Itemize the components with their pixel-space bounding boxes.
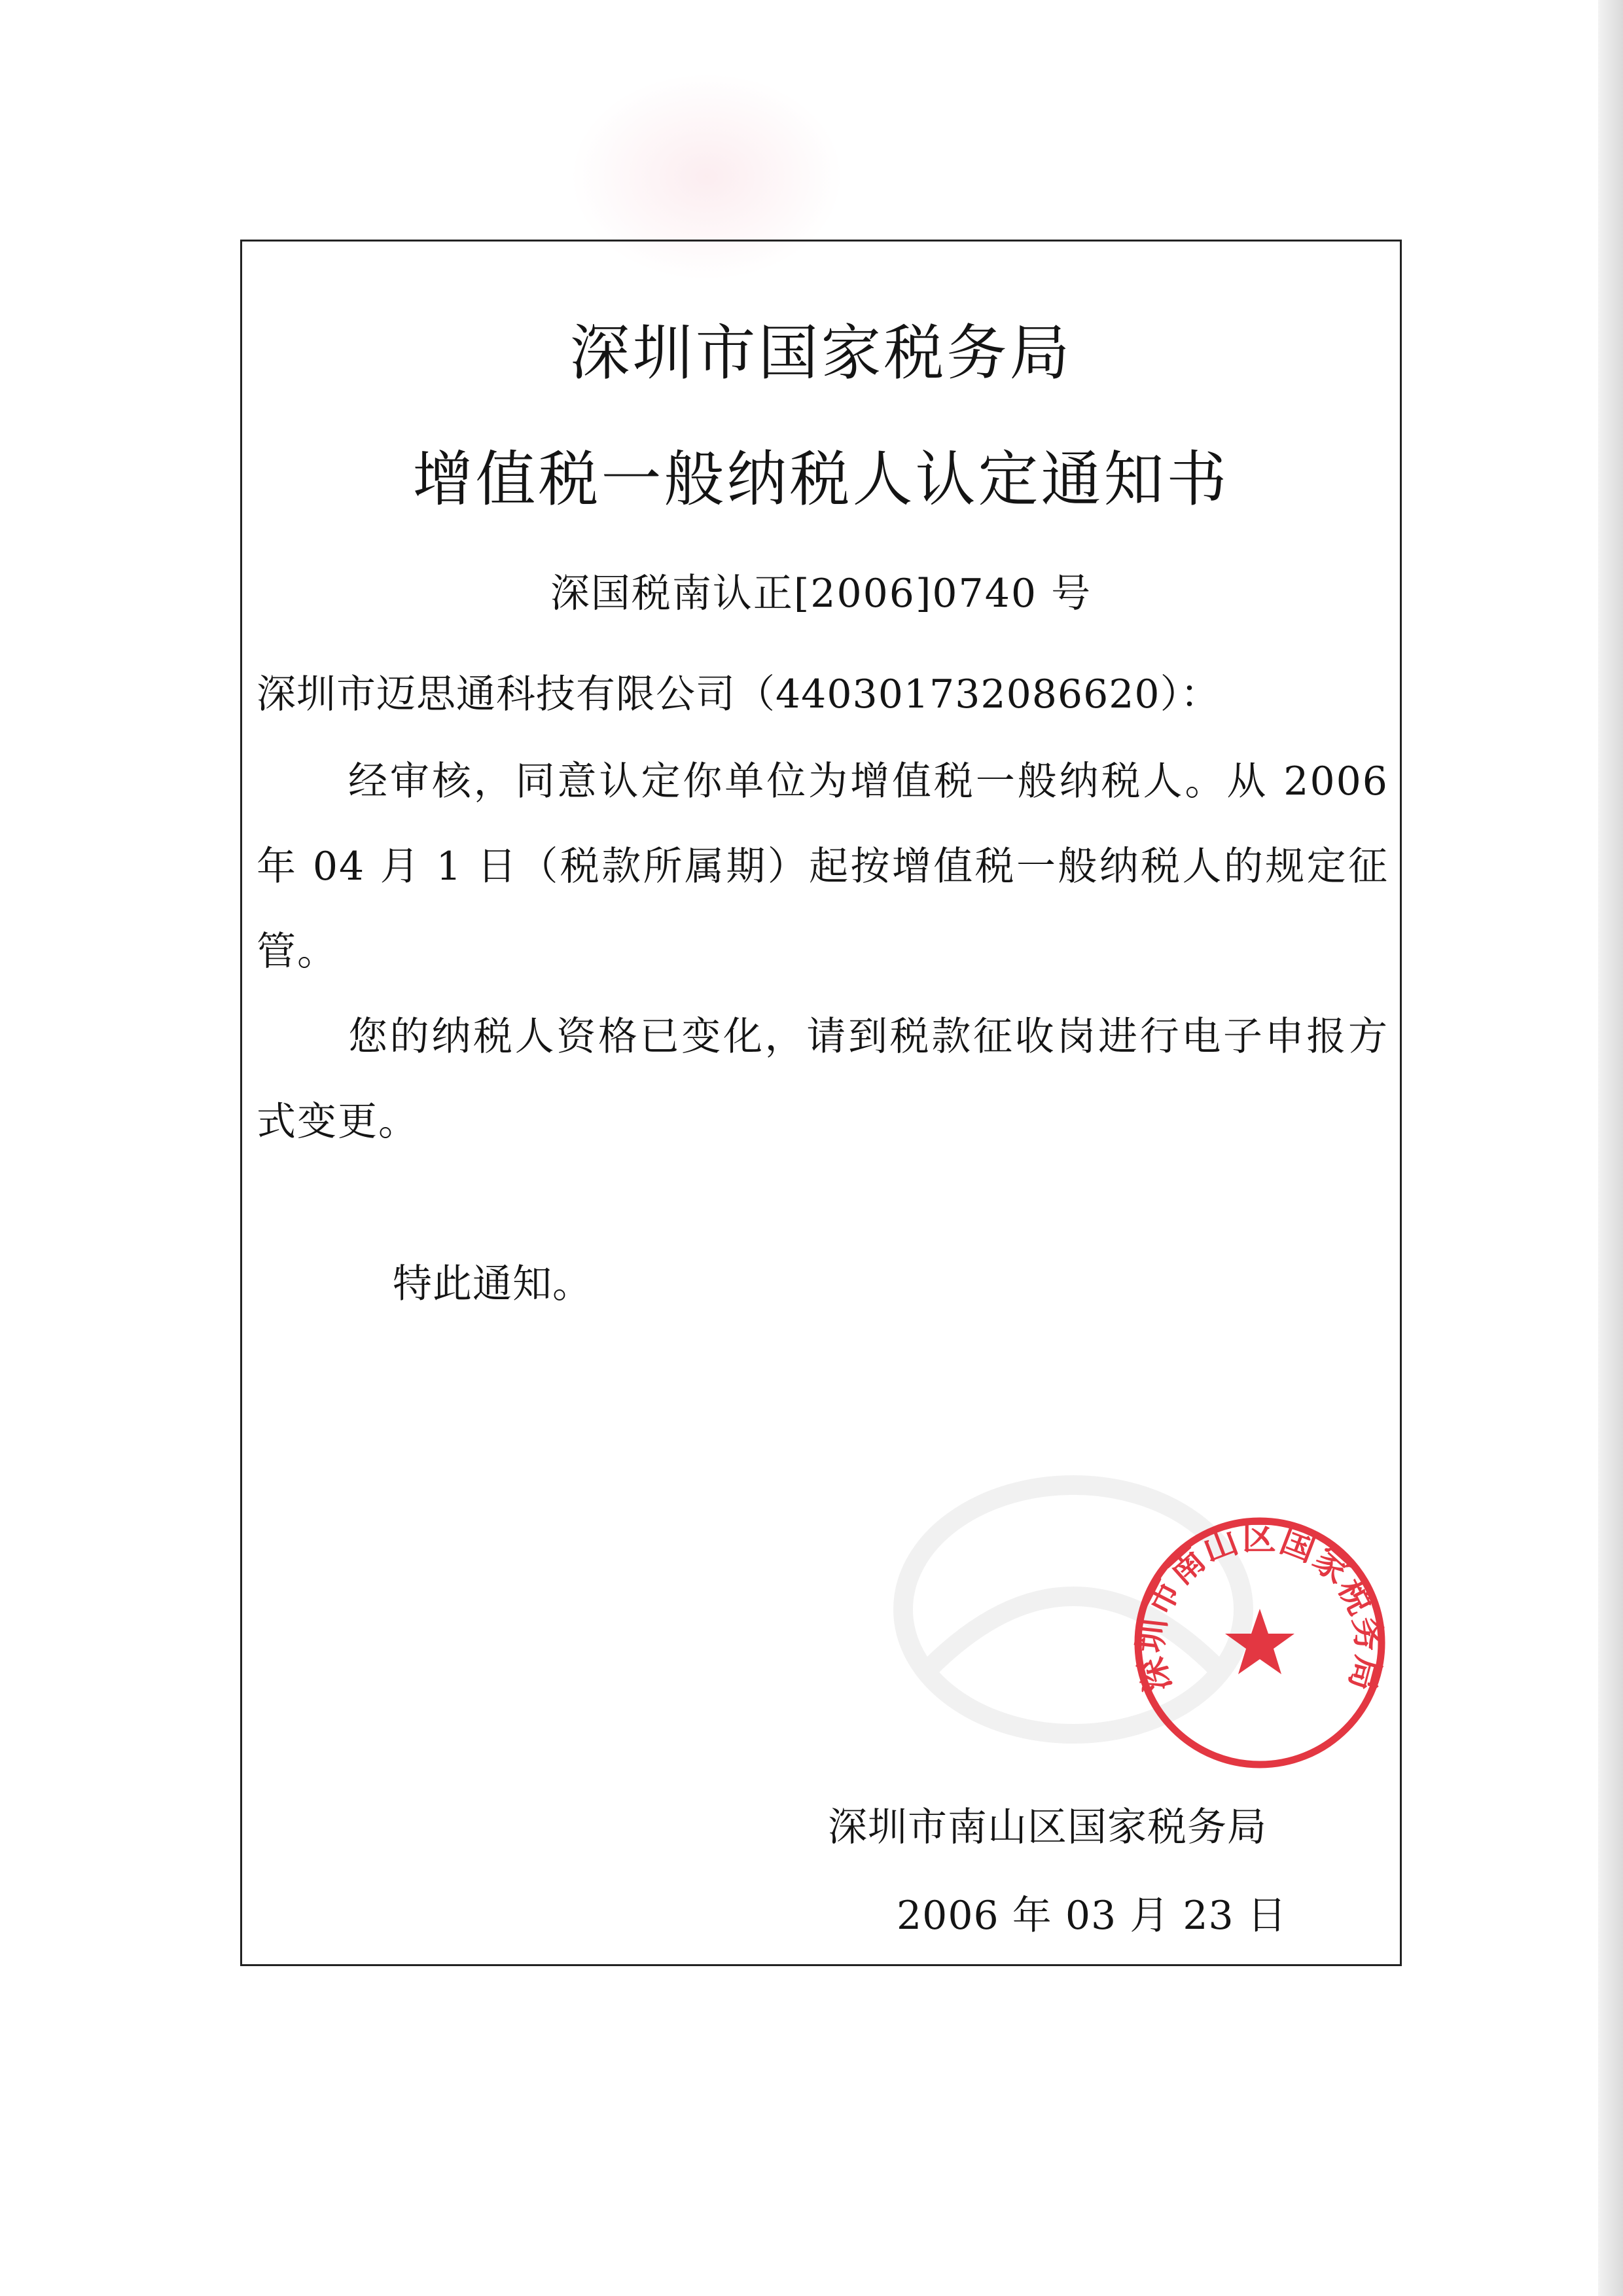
seal-star-icon <box>1225 1609 1294 1674</box>
issue-date: 2006 年 03 月 23 日 <box>897 1893 1287 1939</box>
body-paragraph-change: 您的纳税人资格已变化，请到税款征收岗进行电子申报方式变更。 <box>257 1014 1389 1145</box>
official-seal <box>1129 1512 1391 1774</box>
svg-text:深圳市南山区国家税务局 <box>1130 1518 1389 1696</box>
document-number: 深国税南认正[2006]0740 号 <box>550 571 1092 617</box>
closing-line: 特此通知。 <box>393 1261 592 1307</box>
signer-authority: 深圳市南山区国家税务局 <box>828 1804 1267 1850</box>
recipient-line: 深圳市迈思通科技有限公司（440301732086620）： <box>257 672 1221 717</box>
document-title-issuer: 深圳市国家税务局 <box>569 318 1073 388</box>
document-title-notice: 增值税一般纳税人认定通知书 <box>412 444 1230 514</box>
body-paragraph-approval: 经审核，同意认定你单位为增值税一般纳税人。从 2006 年 04 月 1 日（税款所属期）起按增值税一般纳税人的规定征管。 <box>257 759 1389 975</box>
scan-edge-shadow <box>1598 0 1623 2296</box>
seal-text: 深圳市南山区国家税务局 <box>1130 1518 1389 1696</box>
